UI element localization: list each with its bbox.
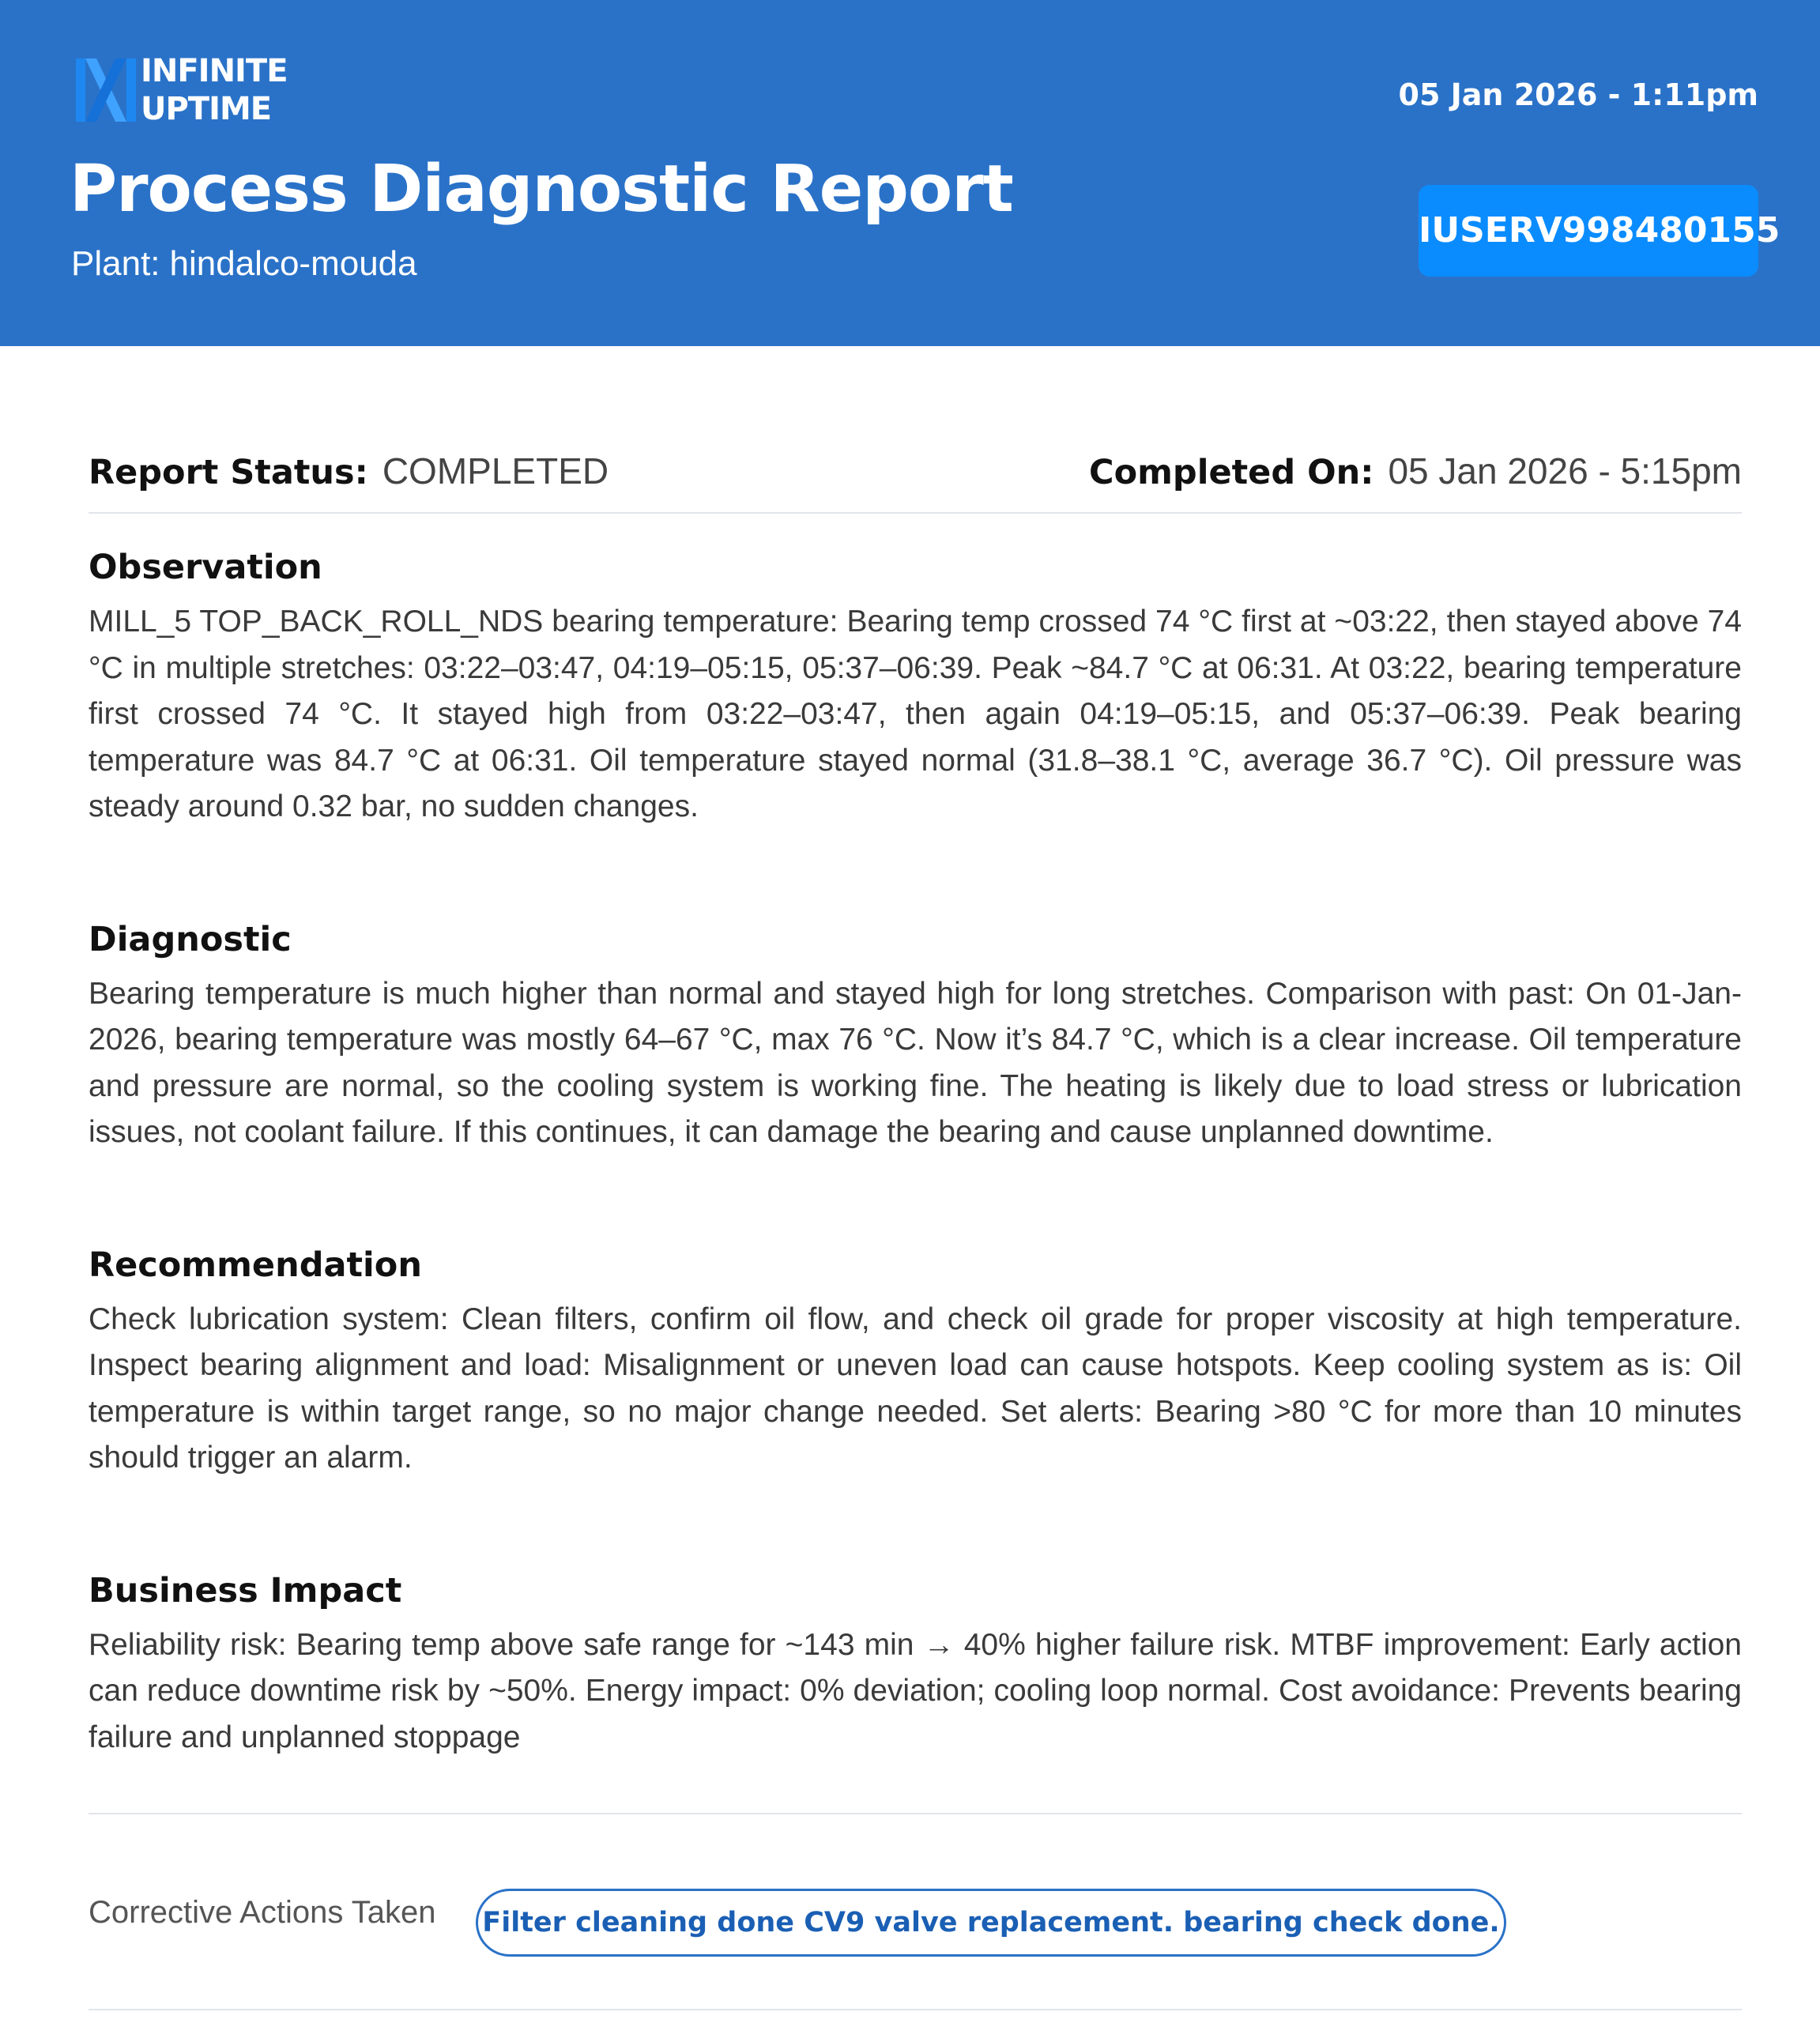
page-title: Process Diagnostic Report xyxy=(70,152,1013,227)
section-business-impact xyxy=(89,1567,1742,1761)
corrective-actions-row xyxy=(89,1814,1742,2010)
report-status-value: COMPLETED xyxy=(382,450,609,492)
report-date: 05 Jan 2026 - 1:11pm xyxy=(1398,77,1758,112)
status-row xyxy=(89,427,1742,514)
section-title: Diagnostic xyxy=(89,919,292,959)
section-title: Observation xyxy=(89,548,322,587)
company-logo xyxy=(74,52,288,128)
completed-on-value: 05 Jan 2026 - 5:15pm xyxy=(1388,450,1742,492)
completed-on xyxy=(1089,447,1742,496)
section-body: Check lubrication system: Clean filters, confirm oil flow, and check oil grade for proper viscosity at high temperature. Inspect bearing alignment and load: Misalignment or uneven load can cause hotspots. Keep cooling system as is: Oil temperature is within target range, so no major change needed. Set alerts: Bearing >80 °C for more than 10 minutes should trigger an alarm. xyxy=(89,1302,1742,1475)
plant-info xyxy=(71,242,417,286)
section-observation xyxy=(89,544,1742,831)
plant-label: Plant: xyxy=(71,244,160,283)
report-status xyxy=(89,447,609,496)
corrective-actions-value: Filter cleaning done CV9 valve replacement. bearing check done. xyxy=(476,1889,1506,1957)
infinite-uptime-logo-icon xyxy=(74,57,138,123)
section-body: Reliability risk: Bearing temp above safe range for ~143 min → 40% higher failure risk. MTBF improvement: Early action can reduce downtime risk by ~50%. Energy impact: 0% deviation; cooling loop normal. Cost avoidance: Prevents bearing failure and unplanned stoppage xyxy=(89,1627,1742,1754)
report-header xyxy=(0,0,1820,346)
logo-wordmark xyxy=(141,52,288,128)
logo-line-1: INFINITE xyxy=(141,53,288,89)
corrective-actions-label: Corrective Actions Taken xyxy=(89,1895,436,1930)
section-body: Bearing temperature is much higher than normal and stayed high for long stretches. Comparison with past: On 01-Jan-2026, bearing temperature was mostly 64–67 °C, max 76 °C. Now it’s 84.7 °C, which is a clear increase. Oil temperature and pressure are normal, so the cooling system is working fine. The heating is likely due to load stress or lubrication issues, not coolant failure. If this continues, it can damage the bearing and cause unplanned downtime. xyxy=(89,976,1742,1149)
ticket-id-badge: IUSERV998480155 xyxy=(1419,185,1758,277)
section-title: Business Impact xyxy=(89,1570,402,1610)
report-status-label: Report Status: xyxy=(89,453,368,492)
report-content xyxy=(89,427,1742,2010)
plant-value: hindalco-mouda xyxy=(169,244,417,283)
section-title: Recommendation xyxy=(89,1245,422,1285)
section-diagnostic xyxy=(89,916,1742,1156)
section-recommendation xyxy=(89,1241,1742,1482)
section-body: MILL_5 TOP_BACK_ROLL_NDS bearing temperature: Bearing temp crossed 74 °C first at ~03:22, then stayed above 74 °C in multiple stretches: 03:22–03:47, 04:19–05:15, 05:37–06:39. Peak ~84.7 °C at 06:31. At 03:22, bearing temperature first crossed 74 °C. It stayed high from 03:22–03:47, then again 04:19–05:15, and 05:37–06:39. Peak bearing temperature was 84.7 °C at 06:31. Oil temperature stayed normal (31.8–38.1 °C, average 36.7 °C). Oil pressure was steady around 0.32 bar, no sudden changes. xyxy=(89,605,1742,823)
completed-on-label: Completed On: xyxy=(1089,453,1374,492)
logo-line-2: UPTIME xyxy=(141,91,272,127)
